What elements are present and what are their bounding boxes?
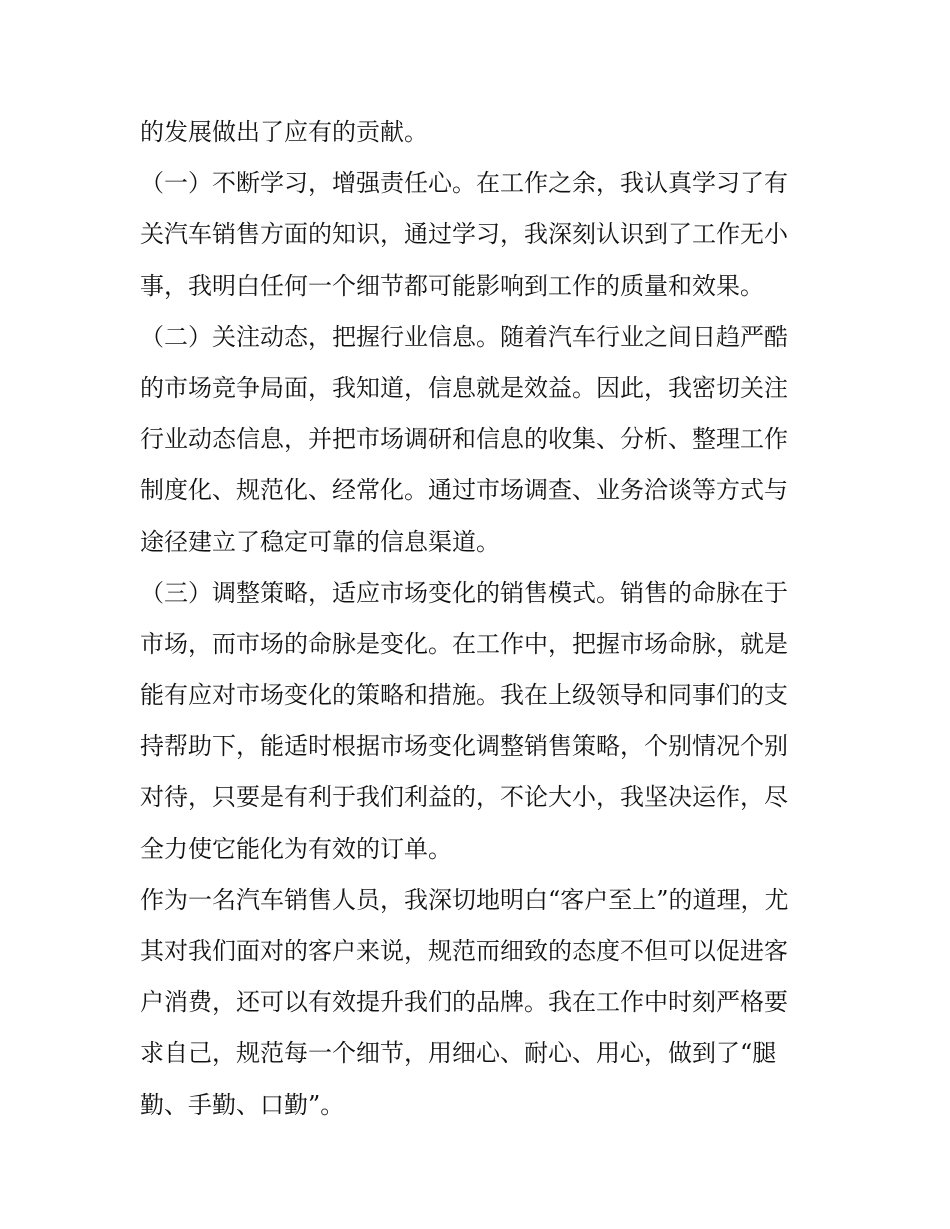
text-line: 的市场竞争局面，我知道，信息就是效益。因此，我密切关注 [140,373,788,402]
text-line: 能有应对市场变化的策略和措施。我在上级领导和同事们的支 [140,681,788,710]
text-line: 对待，只要是有利于我们利益的，不论大小，我坚决运作，尽 [140,783,788,812]
text-line: （三）调整策略，适应市场变化的销售模式。销售的命脉在于 [140,578,788,607]
text-line: 作为一名汽车销售人员，我深切地明白“客户至上”的道理，尤 [140,885,789,914]
text-line: 的发展做出了应有的贡献。 [140,118,428,146]
text-line: 其对我们面对的客户来说，规范而细致的态度不但可以促进客 [140,937,788,965]
text-line: 制度化、规范化、经常化。通过市场调查、业务洽谈等方式与 [140,476,788,505]
text-line: （一）不断学习，增强责任心。在工作之余，我认真学习了有 [140,169,788,198]
text-line: 市场，而市场的命脉是变化。在工作中，把握市场命脉，就是 [140,629,788,658]
text-line: 途径建立了稳定可靠的信息渠道。 [140,527,500,556]
text-line: 勤、手勤、口勤”。 [140,1090,345,1119]
text-line: 持帮助下，能适时根据市场变化调整销售策略，个别情况个别 [140,732,788,761]
text-line: （二）关注动态，把握行业信息。随着汽车行业之间日趋严酷 [140,322,788,351]
body-text [140,107,812,1131]
text-line: 事，我明白任何一个细节都可能影响到工作的质量和效果。 [140,271,764,300]
text-line: 行业动态信息，并把市场调研和信息的收集、分析、整理工作 [140,425,788,454]
text-line: 全力使它能化为有效的订单。 [140,834,452,863]
text-line: 关汽车销售方面的知识，通过学习，我深刻认识到了工作无小 [140,220,788,249]
text-line: 求自己，规范每一个细节，用细心、耐心、用心，做到了“腿 [140,1039,777,1068]
text-line: 户消费，还可以有效提升我们的品牌。我在工作中时刻严格要 [140,988,788,1017]
